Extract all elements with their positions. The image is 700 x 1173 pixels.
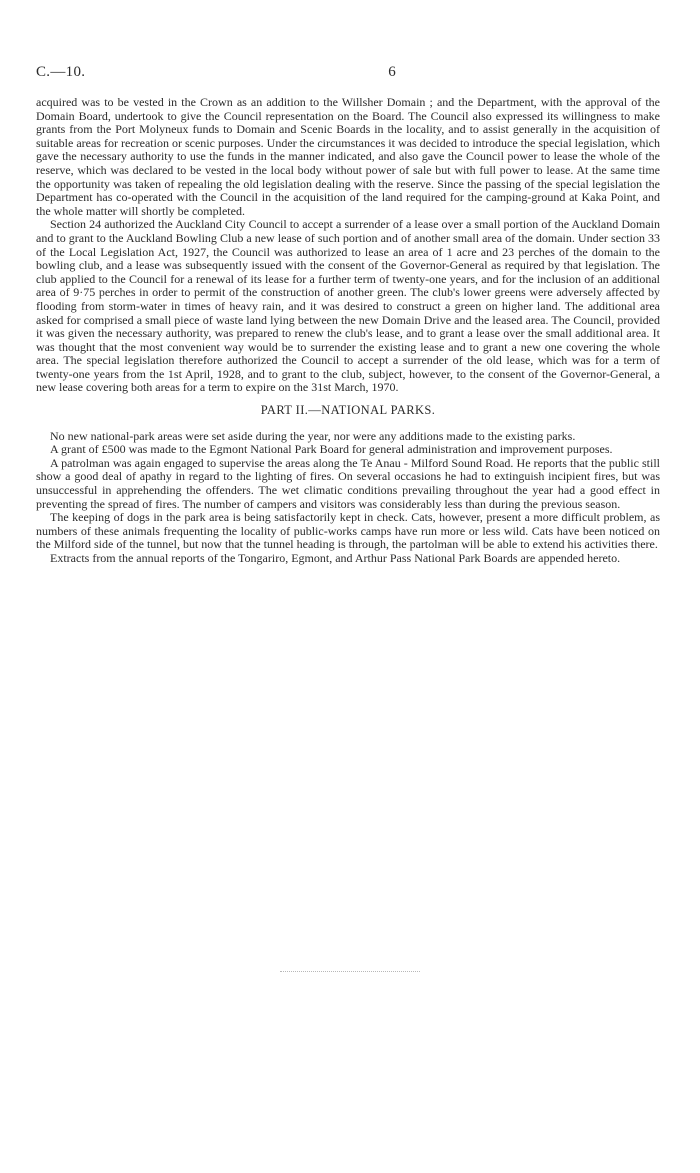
page-header	[36, 64, 660, 86]
paragraph-patrolman: A patrolman was again engaged to supervise the areas along the Te Anau - Milford Sound Road. He reports that the public still show a good deal of apathy in regard to the lighting of fires. On several occasions he had to extinguish incipient fires, but was unsuccessful in apprehending the offenders. The wet climatic conditions prevailing throughout the year had a good effect in preventing the spread of fires. The number of campers and visitors was considerably less than during the previous season.	[36, 455, 660, 511]
section-heading: PART II.—NATIONAL PARKS.	[260, 403, 436, 418]
paragraph-section-24: Section 24 authorized the Auckland City Council to accept a surrender of a lease over a small portion of the Auckland Domain and to grant to the Auckland Bowling Club a new lease of such portion and of another small area of the domain. Under section 33 of the Local Legislation Act, 1927, the Council was authorized to lease an area of 1 acre and 23 perches of the domain to the bowling club, and a lease was subsequently issued with the consent of the Governor-General as required by that legislation. The club applied to the Council for a renewal of its lease for a further term of twenty-one years, and for the inclusion of an additional area of 9·75 perches in order to permit of the construction of another green. The club's lower greens were adversely affected by flooding from storm-water in times of heavy rain, and it was desired to construct a green on higher land. The additional area asked for comprised a small piece of waste land lying between the new Domain Drive and the leased area. The Council, provided it was given the necessary authority, was prepared to renew the club's lease, and to grant a lease over the small additional area. It was thought that the most convenient way would be to surrender the existing lease and to grant a new one covering the whole area. The special legislation therefore authorized the Council to accept a surrender of the old lease, which was for a term of twenty-one years from the 1st April, 1928, and to grant to the club, subject, however, to the consent of the Governor-General, a new lease covering both areas for a term to expire on the 31st March, 1970.	[36, 217, 660, 395]
paragraph-egmont-grant: A grant of £500 was made to the Egmont National Park Board for general administration and improvement purposes.	[50, 442, 613, 457]
paragraph-continuation: acquired was to be vested in the Crown as an addition to the Willsher Domain ; and the Department, with the approval of the Domain Board, undertook to give the Council representation on the Board. The Council also expressed its willingness to make grants from the Port Molyneux funds to Domain and Scenic Boards in the locality, and to assist generally in the acquisition of suitable areas for recreation or scenic purposes. Under the circumstances it was decided to introduce the special legislation, which gave the necessary authority to use the funds in the manner indicated, and also gave the Council power to lease the whole of the reserve, which was declared to be vested in the local body without power of sale but with full power to lease. At the same time the opportunity was taken of repealing the old legislation dealing with the reserve. Since the passing of the special legislation the Department has co-operated with the Council in the acquisition of the land required for the camping-ground at Kaka Point, and the whole matter will shortly be completed.	[36, 95, 660, 218]
footer-divider	[280, 971, 420, 972]
paragraph-dogs-cats: The keeping of dogs in the park area is being satisfactorily kept in check. Cats, however, present a more difficult problem, as numbers of these animals frequenting the locality of public-works camps have run more or less wild. Cats have been noticed on the Milford side of the tunnel, but now that the tunnel heading is through, the partolman will be able to extend his activities there.	[36, 510, 660, 552]
document-body	[36, 96, 660, 566]
paragraph-no-new-parks: No new national-park areas were set aside during the year, nor were any additions made to the existing parks.	[50, 428, 576, 443]
document-reference: C.—10.	[36, 64, 86, 80]
paragraph-extracts: Extracts from the annual reports of the Tongariro, Egmont, and Arthur Pass National Park Boards are appended hereto.	[50, 551, 621, 565]
page-number: 6	[388, 64, 396, 80]
